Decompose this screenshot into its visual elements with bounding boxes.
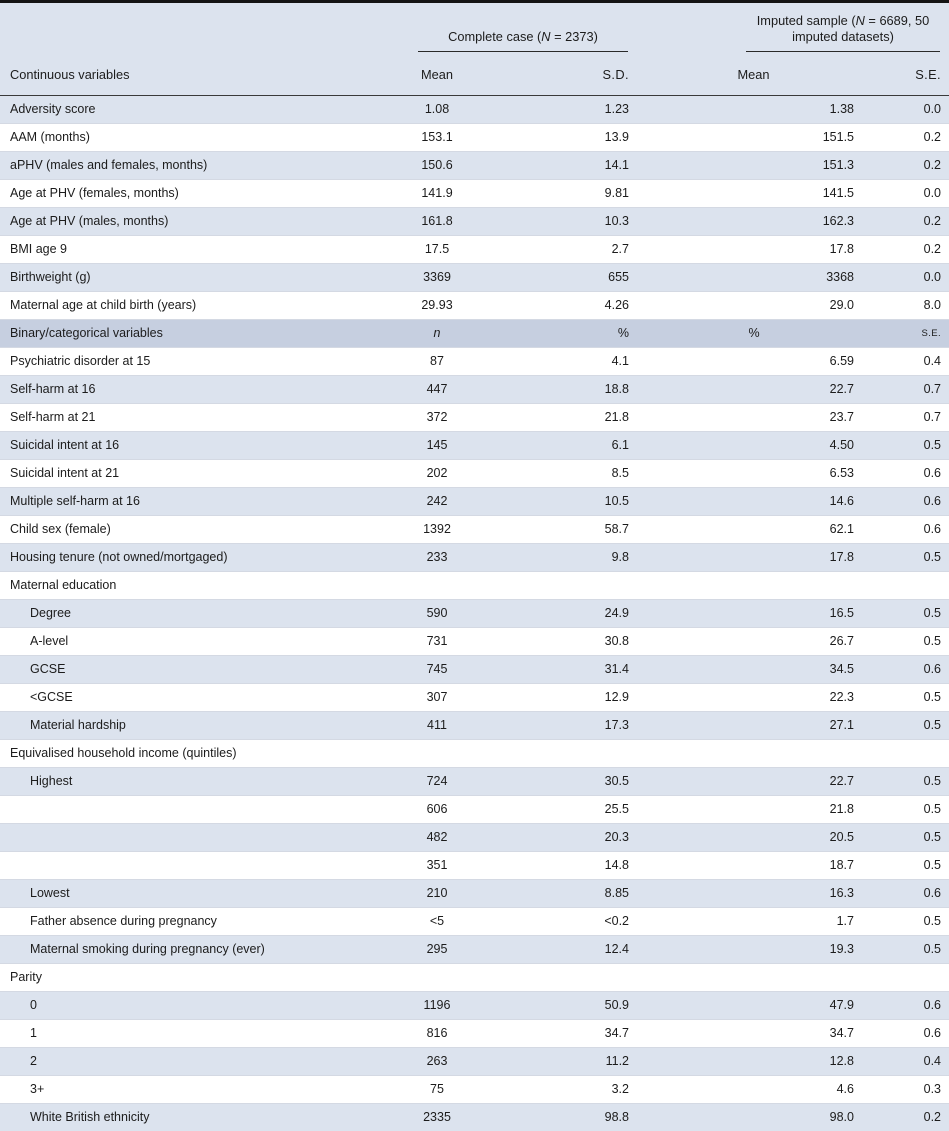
cell-cc-sd: 4.1 bbox=[461, 348, 641, 376]
row-label: Psychiatric disorder at 15 bbox=[0, 348, 413, 376]
cell-cc-mean: <5 bbox=[413, 908, 461, 936]
cell-cc-sd: 20.3 bbox=[461, 824, 641, 852]
row-label: Age at PHV (females, months) bbox=[0, 180, 413, 208]
cell-cc-sd: <0.2 bbox=[461, 908, 641, 936]
cell-cc-sd: 12.9 bbox=[461, 684, 641, 712]
cell-imp-se: 0.0 bbox=[866, 96, 949, 124]
cell-imp-se: 0.5 bbox=[866, 908, 949, 936]
cell-imp-se: 0.6 bbox=[866, 460, 949, 488]
table-row bbox=[0, 684, 949, 712]
cc-sd-header: S.D. bbox=[461, 53, 641, 96]
cell-imp-mean: 1.7 bbox=[641, 908, 866, 936]
cell-cc-mean: 411 bbox=[413, 712, 461, 740]
row-label: Child sex (female) bbox=[0, 516, 413, 544]
cell-imp-se: 0.6 bbox=[866, 1020, 949, 1048]
table-row bbox=[0, 544, 949, 572]
cell-imp-se: 0.4 bbox=[866, 348, 949, 376]
row-label: Suicidal intent at 16 bbox=[0, 432, 413, 460]
section-label: Parity bbox=[0, 964, 949, 992]
cell-cc-sd: 2.7 bbox=[461, 236, 641, 264]
continuous-variables-header: Continuous variables bbox=[0, 53, 413, 96]
cell-imp-se: 0.6 bbox=[866, 656, 949, 684]
cell-cc-sd: 14.1 bbox=[461, 152, 641, 180]
cell-imp-se: 0.3 bbox=[866, 1076, 949, 1104]
cell-cc-mean: 307 bbox=[413, 684, 461, 712]
row-label: AAM (months) bbox=[0, 124, 413, 152]
cell-imp-mean: 3368 bbox=[641, 264, 866, 292]
cell-imp-mean: 4.6 bbox=[641, 1076, 866, 1104]
row-label: Suicidal intent at 21 bbox=[0, 460, 413, 488]
cell-imp-se: 8.0 bbox=[866, 292, 949, 320]
table-row bbox=[0, 600, 949, 628]
cell-imp-mean: 1.38 bbox=[641, 96, 866, 124]
span-header-row bbox=[0, 2, 949, 54]
cell-imp-mean: 141.5 bbox=[641, 180, 866, 208]
cell-cc-mean: 745 bbox=[413, 656, 461, 684]
cell-imp-mean: 21.8 bbox=[641, 796, 866, 824]
cell-imp-mean: 12.8 bbox=[641, 1048, 866, 1076]
table-row bbox=[0, 236, 949, 264]
cell-cc-mean: 242 bbox=[413, 488, 461, 516]
cell-imp-se: 0.2 bbox=[866, 208, 949, 236]
imputed-sample-count: = 6689, 50 imputed datasets) bbox=[792, 13, 929, 44]
table-row bbox=[0, 96, 949, 124]
cell-cc-mean: 29.93 bbox=[413, 292, 461, 320]
cell-cc-sd: 8.85 bbox=[461, 880, 641, 908]
complete-case-n: N bbox=[541, 29, 550, 44]
cell-cc-sd: 98.8 bbox=[461, 1104, 641, 1131]
table-row bbox=[0, 796, 949, 824]
cell-cc-mean: 2335 bbox=[413, 1104, 461, 1131]
cell-imp-se: 0.5 bbox=[866, 768, 949, 796]
cell-cc-sd: 30.5 bbox=[461, 768, 641, 796]
cell-imp-se: 0.6 bbox=[866, 488, 949, 516]
imputed-sample-n: N bbox=[856, 13, 865, 28]
span-header-spacer bbox=[0, 2, 413, 54]
table-row bbox=[0, 488, 949, 516]
cell-imp-mean: 6.53 bbox=[641, 460, 866, 488]
cell-imp-se: 0.5 bbox=[866, 796, 949, 824]
cell-imp-se: 0.5 bbox=[866, 684, 949, 712]
row-label: <GCSE bbox=[0, 684, 413, 712]
cell-cc-mean: 263 bbox=[413, 1048, 461, 1076]
cell-cc-mean: 75 bbox=[413, 1076, 461, 1104]
cell-imp-se: 0.5 bbox=[866, 628, 949, 656]
cell-imp-mean: 18.7 bbox=[641, 852, 866, 880]
table-row bbox=[0, 656, 949, 684]
table-row bbox=[0, 992, 949, 1020]
cell-cc-mean: 141.9 bbox=[413, 180, 461, 208]
table-row bbox=[0, 292, 949, 320]
cell-imp-se: 0.5 bbox=[866, 824, 949, 852]
row-label: 3+ bbox=[0, 1076, 413, 1104]
row-label: White British ethnicity bbox=[0, 1104, 413, 1131]
imp-se-header: S.E. bbox=[866, 53, 949, 96]
cell-imp-se: 0.2 bbox=[866, 152, 949, 180]
cell-cc-mean: 295 bbox=[413, 936, 461, 964]
cell-imp-mean: 19.3 bbox=[641, 936, 866, 964]
cell-cc-mean: 153.1 bbox=[413, 124, 461, 152]
imputed-sample-text: Imputed sample ( bbox=[757, 13, 856, 28]
cell-cc-sd: 58.7 bbox=[461, 516, 641, 544]
cell-cc-mean: 150.6 bbox=[413, 152, 461, 180]
subheader-se: S.E. bbox=[866, 320, 949, 348]
table-row bbox=[0, 1104, 949, 1131]
row-label bbox=[0, 796, 413, 824]
cell-imp-mean: 26.7 bbox=[641, 628, 866, 656]
cell-cc-mean: 210 bbox=[413, 880, 461, 908]
cell-cc-mean: 447 bbox=[413, 376, 461, 404]
cell-cc-sd: 31.4 bbox=[461, 656, 641, 684]
cell-cc-mean: 372 bbox=[413, 404, 461, 432]
cell-cc-mean: 233 bbox=[413, 544, 461, 572]
subheader-label: Binary/categorical variables bbox=[0, 320, 413, 348]
table-row bbox=[0, 348, 949, 376]
cell-cc-mean: 161.8 bbox=[413, 208, 461, 236]
cell-imp-mean: 17.8 bbox=[641, 544, 866, 572]
table-row bbox=[0, 208, 949, 236]
imputed-sample-span-header bbox=[641, 2, 949, 54]
cell-cc-mean: 482 bbox=[413, 824, 461, 852]
cell-imp-mean: 34.7 bbox=[641, 1020, 866, 1048]
table-row bbox=[0, 264, 949, 292]
cell-cc-sd: 34.7 bbox=[461, 1020, 641, 1048]
row-label: GCSE bbox=[0, 656, 413, 684]
cell-cc-sd: 8.5 bbox=[461, 460, 641, 488]
row-label bbox=[0, 852, 413, 880]
row-label: Maternal smoking during pregnancy (ever) bbox=[0, 936, 413, 964]
table-row bbox=[0, 628, 949, 656]
section-label: Equivalised household income (quintiles) bbox=[0, 740, 949, 768]
cell-imp-se: 0.6 bbox=[866, 992, 949, 1020]
cell-imp-mean: 34.5 bbox=[641, 656, 866, 684]
cell-imp-mean: 98.0 bbox=[641, 1104, 866, 1131]
cell-imp-se: 0.0 bbox=[866, 180, 949, 208]
cell-cc-sd: 1.23 bbox=[461, 96, 641, 124]
cell-cc-mean: 87 bbox=[413, 348, 461, 376]
row-label: aPHV (males and females, months) bbox=[0, 152, 413, 180]
table-row bbox=[0, 712, 949, 740]
row-label: 1 bbox=[0, 1020, 413, 1048]
cell-cc-sd: 9.8 bbox=[461, 544, 641, 572]
cell-imp-mean: 14.6 bbox=[641, 488, 866, 516]
table-row bbox=[0, 152, 949, 180]
cell-imp-mean: 47.9 bbox=[641, 992, 866, 1020]
table-row bbox=[0, 1048, 949, 1076]
subheader-pct-imp: % bbox=[641, 320, 866, 348]
column-header-row bbox=[0, 53, 949, 96]
cell-cc-sd: 11.2 bbox=[461, 1048, 641, 1076]
table-row bbox=[0, 936, 949, 964]
table-row bbox=[0, 124, 949, 152]
table-row bbox=[0, 1020, 949, 1048]
cell-cc-mean: 17.5 bbox=[413, 236, 461, 264]
cell-cc-sd: 9.81 bbox=[461, 180, 641, 208]
cell-imp-se: 0.5 bbox=[866, 712, 949, 740]
row-label: Father absence during pregnancy bbox=[0, 908, 413, 936]
cell-imp-se: 0.5 bbox=[866, 852, 949, 880]
cell-imp-se: 0.2 bbox=[866, 124, 949, 152]
cell-imp-se: 0.0 bbox=[866, 264, 949, 292]
cell-imp-mean: 16.5 bbox=[641, 600, 866, 628]
table-row bbox=[0, 516, 949, 544]
row-label: Age at PHV (males, months) bbox=[0, 208, 413, 236]
cell-imp-mean: 17.8 bbox=[641, 236, 866, 264]
cell-imp-mean: 27.1 bbox=[641, 712, 866, 740]
cell-imp-mean: 22.3 bbox=[641, 684, 866, 712]
section-label: Maternal education bbox=[0, 572, 949, 600]
row-label: Maternal age at child birth (years) bbox=[0, 292, 413, 320]
cell-imp-se: 0.7 bbox=[866, 376, 949, 404]
table-row bbox=[0, 432, 949, 460]
cell-cc-sd: 10.5 bbox=[461, 488, 641, 516]
complete-case-span-header bbox=[413, 2, 641, 54]
row-label: Self-harm at 21 bbox=[0, 404, 413, 432]
table-row bbox=[0, 768, 949, 796]
cell-cc-mean: 816 bbox=[413, 1020, 461, 1048]
cell-imp-mean: 22.7 bbox=[641, 768, 866, 796]
row-label: Lowest bbox=[0, 880, 413, 908]
row-label: A-level bbox=[0, 628, 413, 656]
cell-imp-mean: 62.1 bbox=[641, 516, 866, 544]
row-label: Degree bbox=[0, 600, 413, 628]
table-row bbox=[0, 376, 949, 404]
cell-cc-sd: 24.9 bbox=[461, 600, 641, 628]
table-row bbox=[0, 404, 949, 432]
cell-cc-sd: 14.8 bbox=[461, 852, 641, 880]
cell-cc-mean: 731 bbox=[413, 628, 461, 656]
row-label: BMI age 9 bbox=[0, 236, 413, 264]
table-row bbox=[0, 852, 949, 880]
cc-mean-header: Mean bbox=[413, 53, 461, 96]
table-header bbox=[0, 2, 949, 96]
cell-imp-se: 0.6 bbox=[866, 516, 949, 544]
cell-imp-mean: 16.3 bbox=[641, 880, 866, 908]
cell-imp-mean: 4.50 bbox=[641, 432, 866, 460]
cell-cc-mean: 1196 bbox=[413, 992, 461, 1020]
table-row bbox=[0, 880, 949, 908]
cell-cc-mean: 1392 bbox=[413, 516, 461, 544]
cell-cc-sd: 25.5 bbox=[461, 796, 641, 824]
table-row bbox=[0, 180, 949, 208]
section-row bbox=[0, 964, 949, 992]
cell-cc-sd: 10.3 bbox=[461, 208, 641, 236]
cell-cc-mean: 202 bbox=[413, 460, 461, 488]
cell-cc-sd: 21.8 bbox=[461, 404, 641, 432]
row-label: Highest bbox=[0, 768, 413, 796]
cell-imp-se: 0.7 bbox=[866, 404, 949, 432]
cell-imp-se: 0.6 bbox=[866, 880, 949, 908]
cell-imp-mean: 151.3 bbox=[641, 152, 866, 180]
row-label: Self-harm at 16 bbox=[0, 376, 413, 404]
cell-cc-sd: 4.26 bbox=[461, 292, 641, 320]
cell-cc-mean: 145 bbox=[413, 432, 461, 460]
cell-cc-mean: 724 bbox=[413, 768, 461, 796]
cell-imp-se: 0.4 bbox=[866, 1048, 949, 1076]
row-label: Multiple self-harm at 16 bbox=[0, 488, 413, 516]
row-label: 0 bbox=[0, 992, 413, 1020]
cell-cc-mean: 1.08 bbox=[413, 96, 461, 124]
table-row bbox=[0, 824, 949, 852]
cell-imp-mean: 6.59 bbox=[641, 348, 866, 376]
cell-cc-sd: 30.8 bbox=[461, 628, 641, 656]
cell-imp-mean: 162.3 bbox=[641, 208, 866, 236]
complete-case-span-label bbox=[418, 20, 628, 52]
cell-cc-mean: 606 bbox=[413, 796, 461, 824]
cell-imp-se: 0.2 bbox=[866, 1104, 949, 1131]
row-label: Housing tenure (not owned/mortgaged) bbox=[0, 544, 413, 572]
cell-cc-mean: 3369 bbox=[413, 264, 461, 292]
cell-imp-mean: 20.5 bbox=[641, 824, 866, 852]
section-row bbox=[0, 572, 949, 600]
cell-imp-se: 0.2 bbox=[866, 236, 949, 264]
cell-imp-se: 0.5 bbox=[866, 544, 949, 572]
cell-imp-mean: 29.0 bbox=[641, 292, 866, 320]
cell-cc-sd: 13.9 bbox=[461, 124, 641, 152]
complete-case-text: Complete case ( bbox=[448, 29, 541, 44]
subheader-pct-cc: % bbox=[461, 320, 641, 348]
cell-cc-sd: 12.4 bbox=[461, 936, 641, 964]
subheader-row bbox=[0, 320, 949, 348]
complete-case-count: = 2373) bbox=[551, 29, 598, 44]
section-row bbox=[0, 740, 949, 768]
row-label: Material hardship bbox=[0, 712, 413, 740]
cell-cc-mean: 590 bbox=[413, 600, 461, 628]
cell-cc-sd: 17.3 bbox=[461, 712, 641, 740]
table-row bbox=[0, 460, 949, 488]
table-row bbox=[0, 1076, 949, 1104]
cell-cc-sd: 50.9 bbox=[461, 992, 641, 1020]
cell-imp-se: 0.5 bbox=[866, 600, 949, 628]
row-label: 2 bbox=[0, 1048, 413, 1076]
cell-cc-mean: 351 bbox=[413, 852, 461, 880]
table-row bbox=[0, 908, 949, 936]
row-label bbox=[0, 824, 413, 852]
cell-cc-sd: 655 bbox=[461, 264, 641, 292]
cell-cc-sd: 3.2 bbox=[461, 1076, 641, 1104]
cell-imp-mean: 23.7 bbox=[641, 404, 866, 432]
table-body bbox=[0, 96, 949, 1131]
imputed-sample-span-label bbox=[746, 4, 940, 52]
row-label: Birthweight (g) bbox=[0, 264, 413, 292]
cell-cc-sd: 18.8 bbox=[461, 376, 641, 404]
cell-imp-mean: 151.5 bbox=[641, 124, 866, 152]
cell-imp-se: 0.5 bbox=[866, 432, 949, 460]
subheader-n: n bbox=[413, 320, 461, 348]
cell-imp-se: 0.5 bbox=[866, 936, 949, 964]
cell-imp-mean: 22.7 bbox=[641, 376, 866, 404]
imp-mean-header: Mean bbox=[641, 53, 866, 96]
cell-cc-sd: 6.1 bbox=[461, 432, 641, 460]
row-label: Adversity score bbox=[0, 96, 413, 124]
